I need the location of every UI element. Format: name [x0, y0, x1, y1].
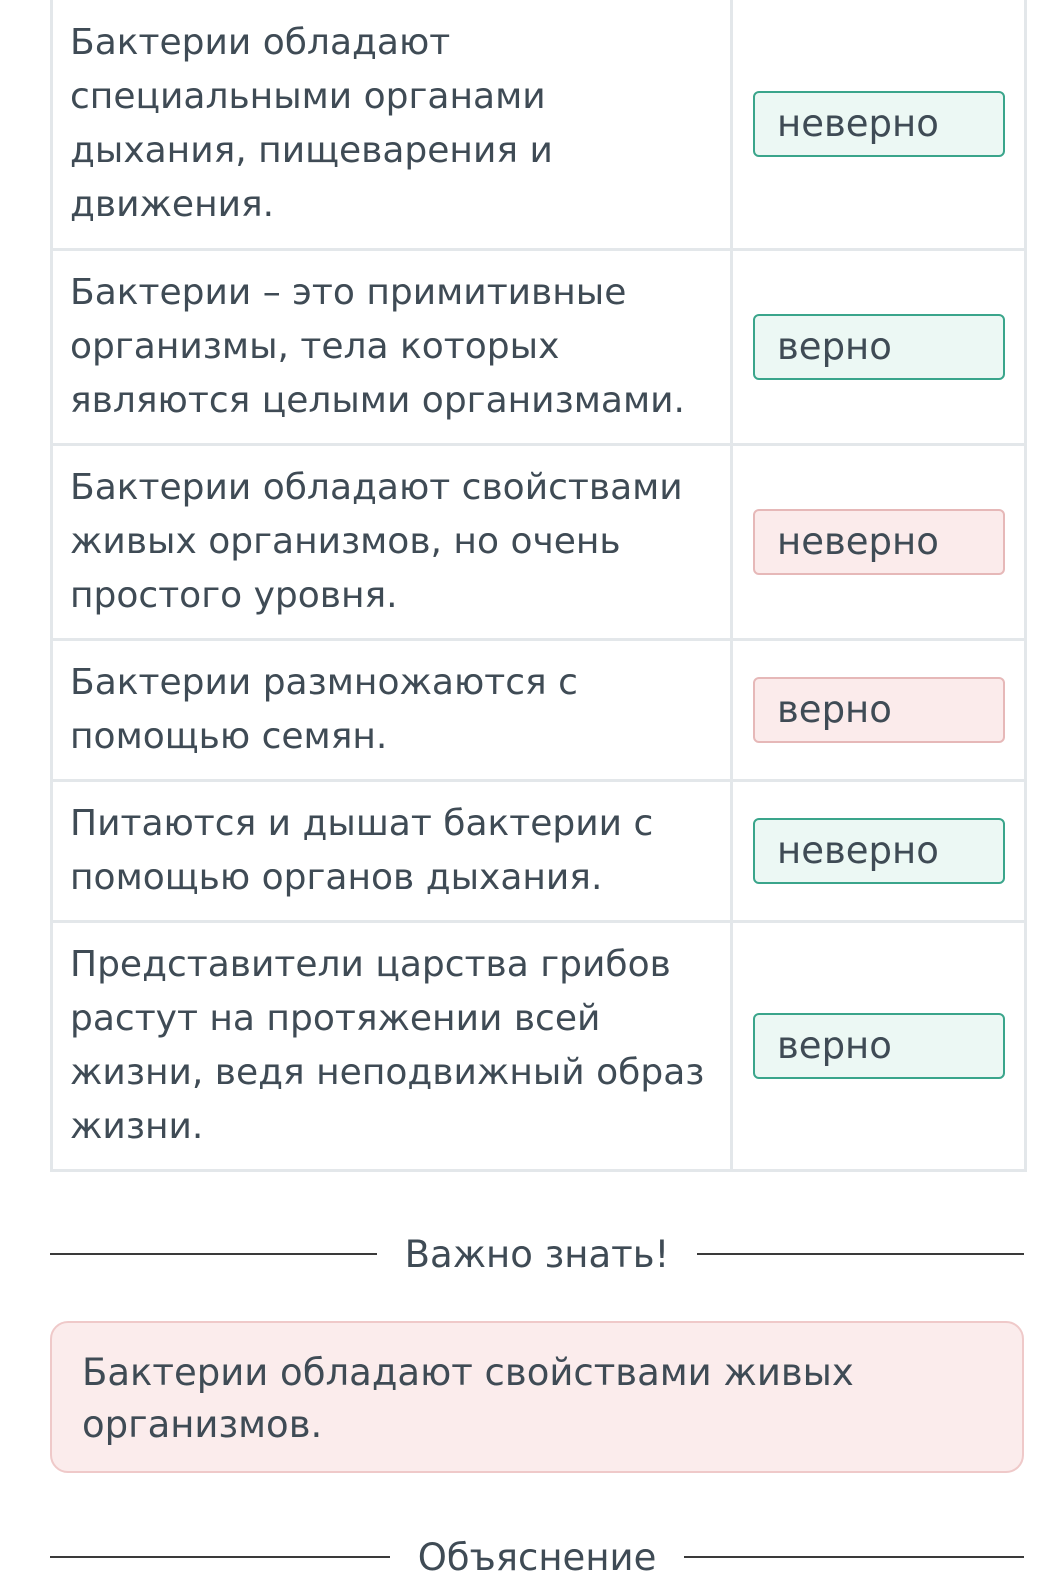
answer-badge-correct: неверно: [753, 91, 1005, 157]
answer-badge-correct: верно: [753, 314, 1005, 380]
answer-badge-wrong: неверно: [753, 509, 1005, 575]
statements-table: [50, 0, 1027, 1172]
table-row: [52, 922, 1026, 1171]
answer-badge-correct: верно: [753, 1013, 1005, 1079]
divider-line: [684, 1556, 1024, 1558]
statement-text: Бактерии обладают свойствами живых организмов, но очень простого уровня.: [52, 445, 732, 640]
answer-badge-correct: неверно: [753, 818, 1005, 884]
statement-text: Бактерии – это примитивные организмы, тела которых являются целыми организмами.: [52, 250, 732, 445]
table-row: [52, 640, 1026, 781]
statement-text: Питаются и дышат бактерии с помощью органов дыхания.: [52, 781, 732, 922]
important-divider: [50, 1224, 1024, 1284]
important-heading: Важно знать!: [404, 1232, 670, 1276]
divider-line: [50, 1253, 377, 1255]
explanation-heading[interactable]: Объяснение: [417, 1535, 657, 1579]
table-row: [52, 250, 1026, 445]
table-row: [52, 445, 1026, 640]
statement-text: Бактерии обладают специальными органами дыхания, пищеварения и движения.: [52, 0, 732, 250]
statement-text: Представители царства грибов растут на протяжении всей жизни, ведя неподвижный образ жизни.: [52, 922, 732, 1171]
important-note: Бактерии обладают свойствами живых организмов.: [50, 1321, 1024, 1473]
explanation-divider[interactable]: [50, 1527, 1024, 1580]
answer-badge-wrong: верно: [753, 677, 1005, 743]
divider-line: [697, 1253, 1024, 1255]
table-row: [52, 0, 1026, 250]
divider-line: [50, 1556, 390, 1558]
table-row: [52, 781, 1026, 922]
statement-text: Бактерии размножаются с помощью семян.: [52, 640, 732, 781]
